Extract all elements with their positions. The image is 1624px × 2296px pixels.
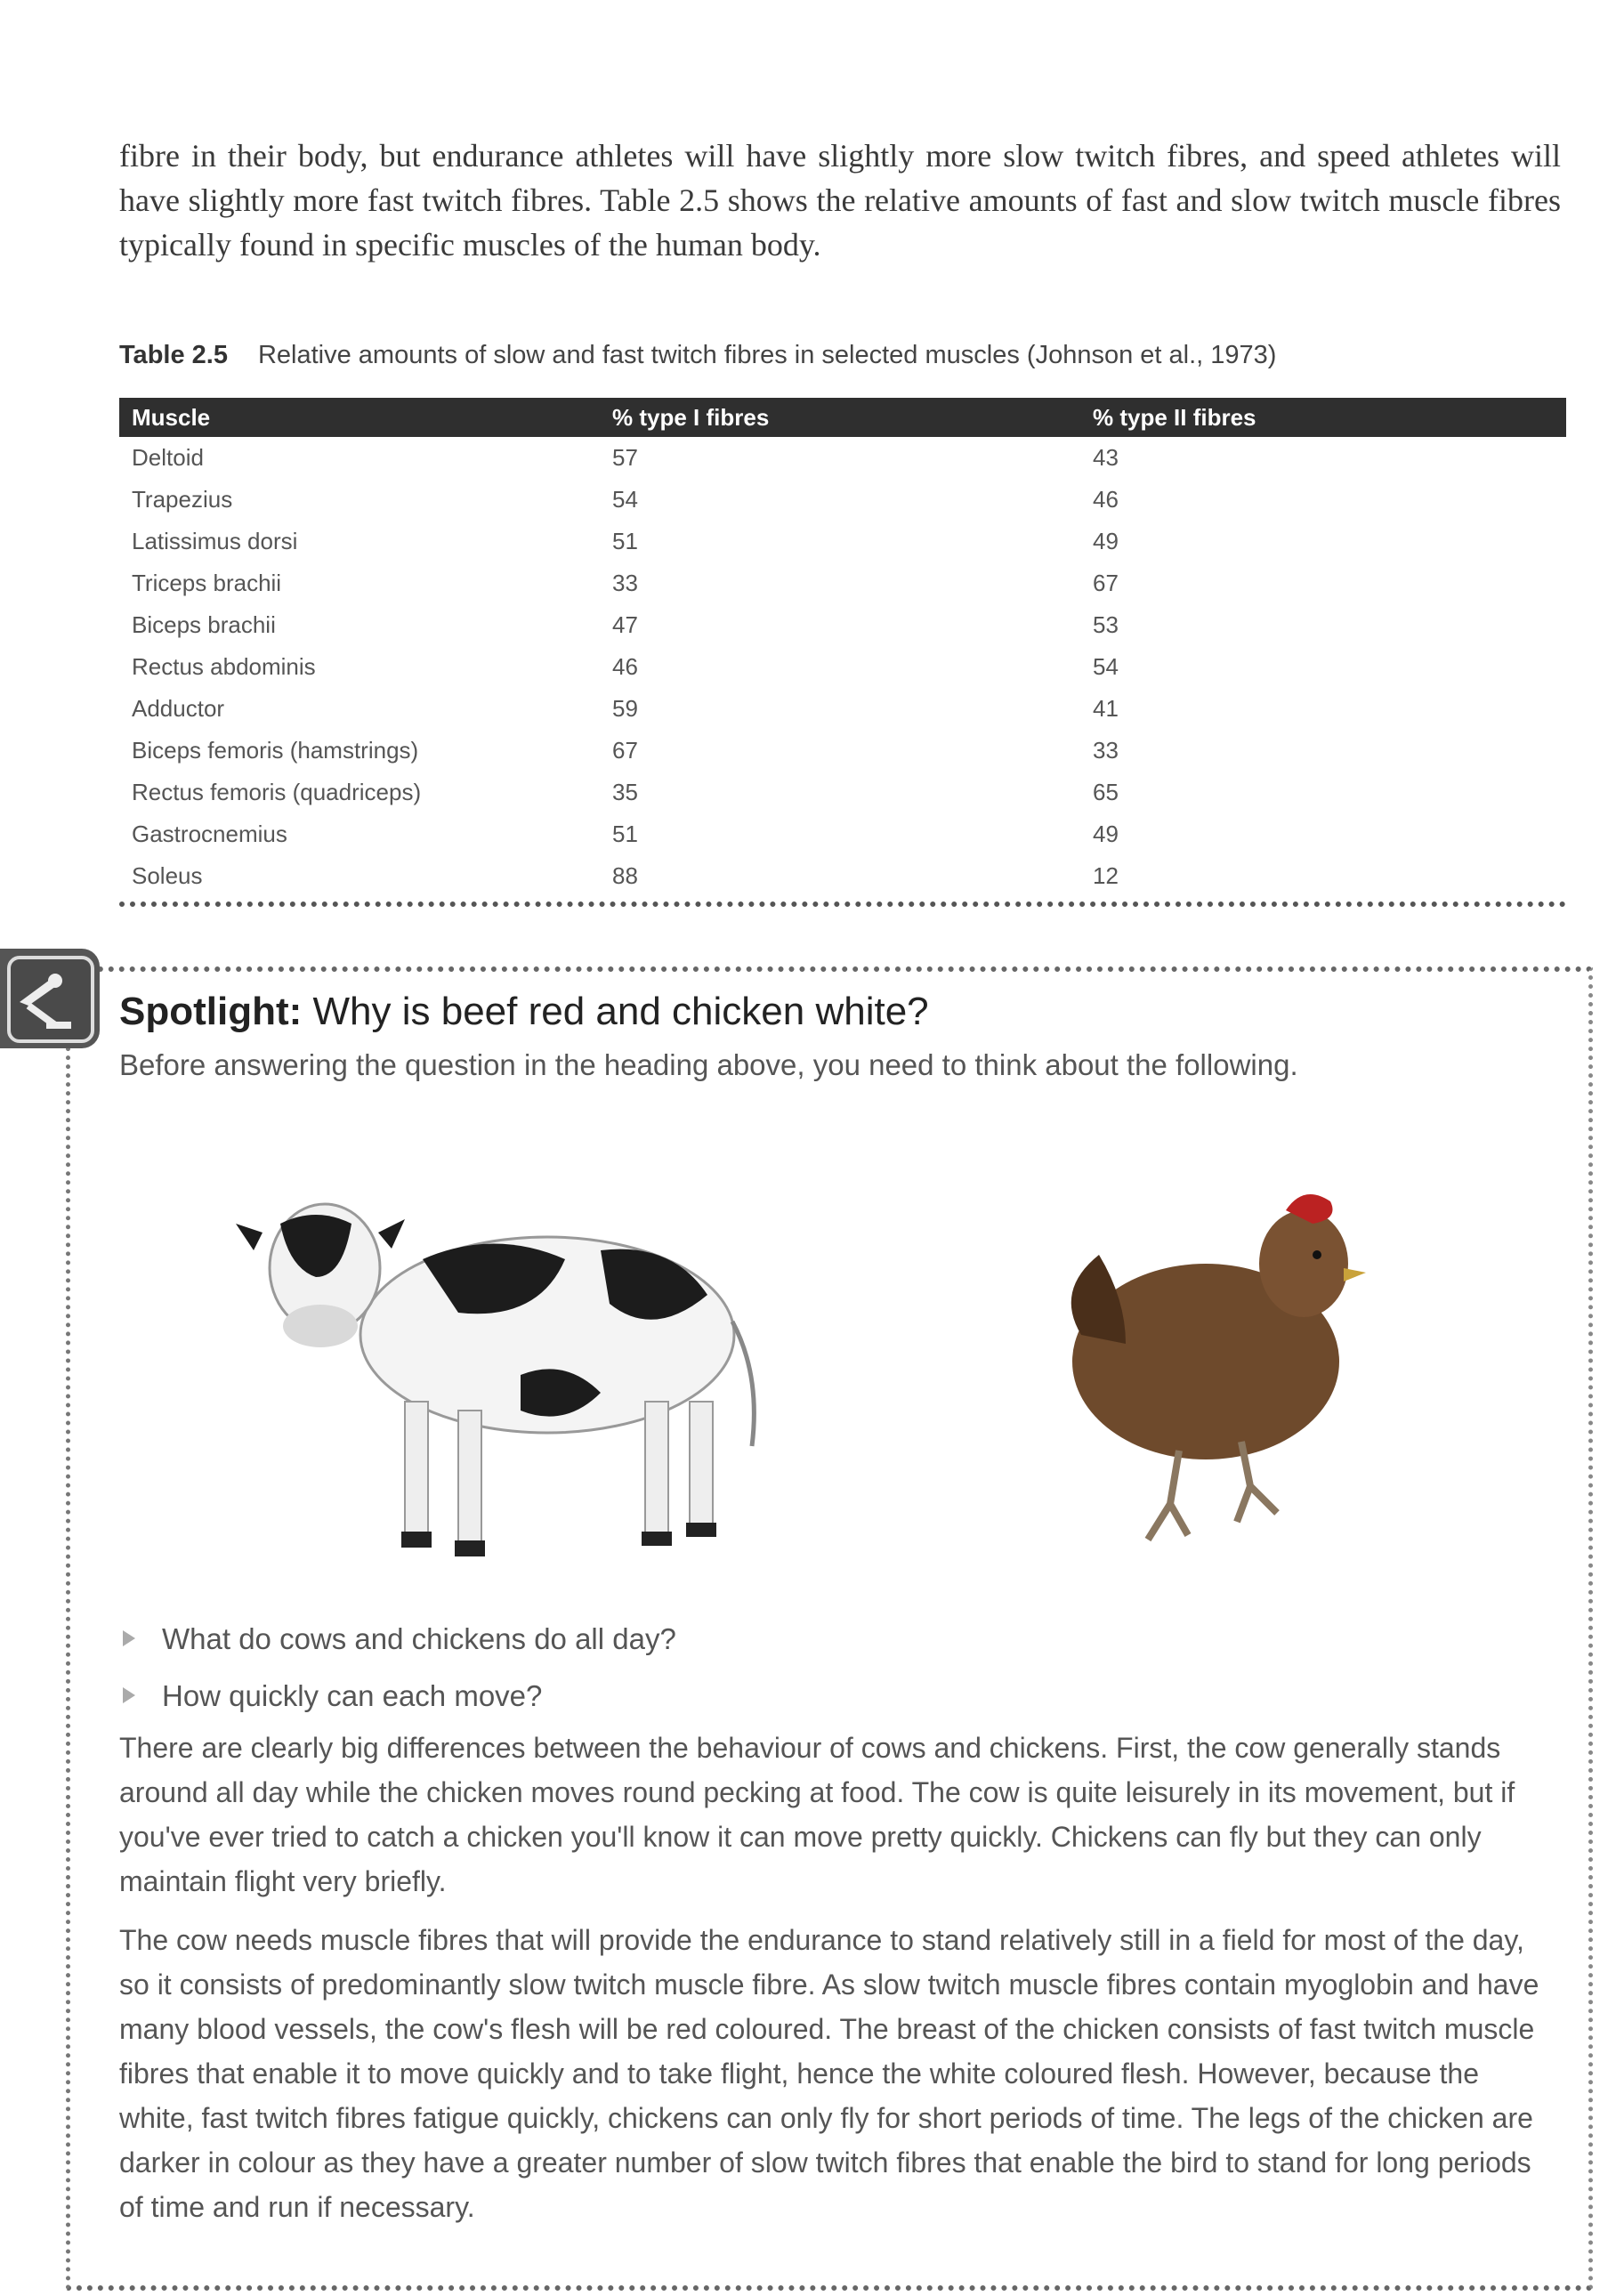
bullet-list xyxy=(119,1611,676,1725)
table-row xyxy=(119,604,1566,646)
table-row xyxy=(119,730,1566,772)
type-i-value: 88 xyxy=(612,862,638,889)
type-ii-value: 53 xyxy=(1093,611,1119,638)
type-i-value: 67 xyxy=(612,737,638,764)
muscle-name: Triceps brachii xyxy=(132,570,282,596)
type-ii-value: 46 xyxy=(1093,486,1119,513)
type-ii-value: 33 xyxy=(1093,737,1119,764)
type-i-value: 47 xyxy=(612,611,638,638)
muscle-name: Biceps femoris (hamstrings) xyxy=(132,737,419,764)
muscle-name: Rectus femoris (quadriceps) xyxy=(132,779,422,805)
spotlight-heading xyxy=(119,990,929,1034)
bullet-text: How quickly can each move? xyxy=(162,1679,543,1712)
type-ii-value: 65 xyxy=(1093,779,1119,805)
table-caption-text: Relative amounts of slow and fast twitch fibres in selected muscles (Johnson et al., 1973) xyxy=(257,341,1277,369)
muscle-name: Biceps brachii xyxy=(132,611,276,638)
table-row xyxy=(119,855,1566,897)
type-ii-value: 67 xyxy=(1093,570,1119,596)
spotlight-paragraph-1: There are clearly big differences between the behaviour of cows and chickens. First, the cow generally stands around all day while the chicken moves round pecking at food. The cow is quite leisurely in its movement, but if you've ever tried to catch a chicken you'll know it can move pretty quickly. Chickens can fly but they can only maintain flight very briefly. xyxy=(119,1732,1515,1897)
table-row xyxy=(119,688,1566,730)
table-row xyxy=(119,813,1566,855)
type-i-value: 51 xyxy=(612,528,638,554)
type-ii-value: 43 xyxy=(1093,444,1119,471)
lamp-icon-frame xyxy=(7,956,94,1043)
spotlight-question: Why is beef red and chicken white? xyxy=(312,990,929,1033)
lamp-icon-badge xyxy=(0,949,100,1048)
chicken-illustration xyxy=(1046,1184,1375,1557)
muscle-name: Trapezius xyxy=(132,486,233,513)
muscle-name: Soleus xyxy=(132,862,203,889)
type-ii-value: 12 xyxy=(1093,862,1119,889)
table-bottom-rule xyxy=(119,901,1566,907)
muscle-fibre-table xyxy=(119,398,1566,897)
table-row xyxy=(119,479,1566,521)
type-i-value: 33 xyxy=(612,570,638,596)
muscle-name: Adductor xyxy=(132,695,225,722)
lamp-icon xyxy=(11,959,91,1039)
cow-illustration xyxy=(227,1144,832,1562)
table-row xyxy=(119,772,1566,813)
muscle-name: Rectus abdominis xyxy=(132,653,316,680)
spotlight-paragraph-2: The cow needs muscle fibres that will provide the endurance to stand relatively still in a field for most of the day, so it consists of predominantly slow twitch muscle fibre. As slow twitch muscle fibres contain myoglobin and have many blood vessels, the cow's flesh will be red coloured. The breast of the chicken consists of fast twitch muscle fibres that enable it to move quickly and to take flight, hence the white coloured flesh. However, because the white, fast twitch fibres fatigue quickly, chickens can only fly for short periods of time. The legs of the chicken are darker in colour as they have a greater number of slow twitch fibres that enable the bird to stand for long periods of time and run if necessary. xyxy=(119,1924,1539,2223)
spotlight-label: Spotlight: xyxy=(119,990,303,1033)
type-ii-value: 41 xyxy=(1093,695,1119,722)
bullet-arrow-icon xyxy=(123,1630,135,1646)
table-caption xyxy=(119,341,1579,370)
list-item xyxy=(119,1611,676,1668)
table-row xyxy=(119,437,1566,479)
list-item xyxy=(119,1668,676,1725)
muscle-name: Latissimus dorsi xyxy=(132,528,298,554)
spotlight-intro: Before answering the question in the heading above, you need to think about the following. xyxy=(119,1048,1298,1081)
table-row xyxy=(119,562,1566,604)
muscle-name: Deltoid xyxy=(132,444,204,471)
table-header-row xyxy=(119,398,1566,437)
column-header-muscle: Muscle xyxy=(119,398,600,437)
type-i-value: 46 xyxy=(612,653,638,680)
table-row xyxy=(119,646,1566,688)
bullet-text: What do cows and chickens do all day? xyxy=(162,1622,676,1655)
type-i-value: 57 xyxy=(612,444,638,471)
intro-paragraph: fibre in their body, but endurance athletes will have slightly more slow twitch fibres, and speed athletes will have slightly more fast twitch fibres. Table 2.5 shows the relative amounts of fast and slow twitch muscle fibres typically found in specific muscles of the human body. xyxy=(119,138,1561,263)
table-label: Table 2.5 xyxy=(119,341,228,369)
bullet-arrow-icon xyxy=(123,1687,135,1703)
type-i-value: 59 xyxy=(612,695,638,722)
type-i-value: 51 xyxy=(612,821,638,847)
type-i-value: 54 xyxy=(612,486,638,513)
table-row xyxy=(119,521,1566,562)
column-header-type-i: % type I fibres xyxy=(600,398,1080,437)
column-header-type-ii: % type II fibres xyxy=(1080,398,1566,437)
type-ii-value: 49 xyxy=(1093,528,1119,554)
type-ii-value: 54 xyxy=(1093,653,1119,680)
type-i-value: 35 xyxy=(612,779,638,805)
type-ii-value: 49 xyxy=(1093,821,1119,847)
muscle-name: Gastrocnemius xyxy=(132,821,287,847)
